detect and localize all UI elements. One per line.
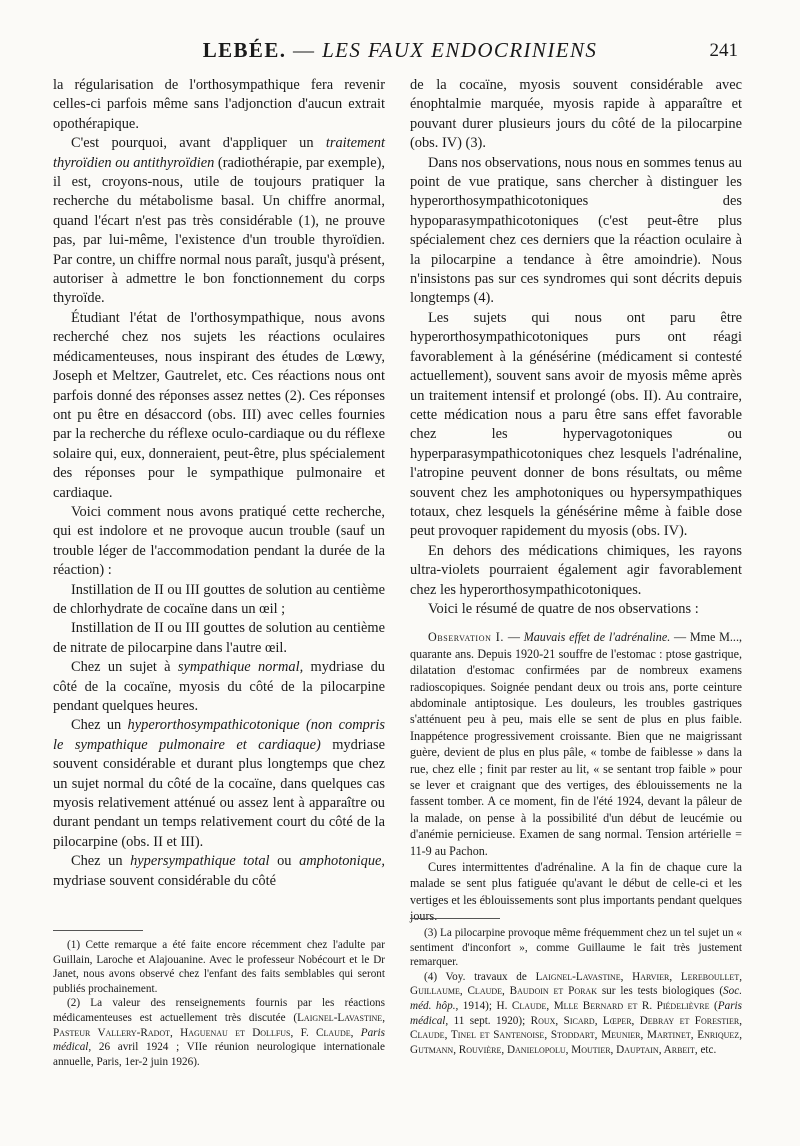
paragraph — [53, 658, 385, 716]
text: Chez un — [71, 853, 131, 870]
text: — — [504, 630, 524, 645]
footnote-rule — [53, 930, 143, 931]
page-number: 241 — [709, 40, 738, 61]
text: C'est pourquoi, avant d'appliquer un — [71, 135, 326, 152]
emphasis: Paris médical, — [53, 1026, 385, 1054]
paragraph: Instillation de II ou III gouttes de solution au centième de nitrate de pilocarpine dans l'autre œil. — [53, 620, 385, 656]
paragraph — [53, 716, 385, 852]
paragraph: Dans nos observations, nous nous en sommes tenus au point de vue pratique, sans chercher à distinguer les hyperorthosympathicotoniques des hypoparasympathicotoniques (c'est peut-être plus spécialement chez ces derniers que la réaction oculaire à la pilocarpine a tendance à être amoindrie). Nous n'insistons pas sur ces syndromes qui sont décrits depuis longtemps (4). — [410, 154, 742, 307]
emphasis: Soc. méd. hôp., — [410, 985, 742, 1012]
observation-title: Mauvais effet de l'adrénaline. — [523, 630, 671, 645]
text: etc. — [697, 1043, 717, 1056]
text: mydriase du côté de la cocaïne, myosis du côté de la pilocarpine pendant quelques heures. — [53, 659, 385, 714]
footnote-rule — [410, 918, 500, 919]
text: 26 avril 1924 ; VIIe réunion neurologique internationale annuelle, Paris, 1er-2 juin 1926). — [53, 1041, 385, 1068]
text: (2) La valeur des renseignements fournis par les réactions médicamenteuses est actuellement très discutée ( — [53, 997, 385, 1024]
footnote: (1) Cette remarque a été faite encore récemment chez l'adulte par Guillain, Laroche et Alajouanine. Avec le professeur Nobécourt et le Dr Janet, nous avons observé chez l'enfant des faits semblables qui seront publiés prochainement. — [53, 939, 385, 995]
paragraph — [53, 852, 385, 891]
author-names: Laignel-Lavastine, Harvier, Lereboullet, Guillaume, Claude, Baudoin et Porak — [410, 970, 743, 998]
text: ou — [269, 853, 300, 870]
right-footnotes — [410, 926, 742, 1057]
text: (radiothérapie, par exemple), il est, croyons-nous, utile de toujours pratiquer la recherche du métabolisme basal. Un chiffre anormal, quand l'écart n'est pas très considérable (1), ne prouve pas, par lui-même, l'existence d'un trouble thyroïdien. Par contre, un chiffre normal nous paraît, jusqu'à présent, autoriser à admettre le bon fonctionnement du corps thyroïde. — [53, 154, 385, 307]
text: 1914); — [458, 999, 497, 1012]
text: sur les tests biologiques ( — [597, 985, 724, 998]
text: 11 sept. 1920); — [448, 1014, 531, 1027]
emphasis: hypersympathique total — [130, 853, 270, 870]
emphasis: sympathique normal, — [177, 659, 304, 676]
footnote: (3) La pilocarpine provoque même fréquemment chez un tel sujet un « sentiment d'inconfort », comme Guillaume le fait très justement remarquer. — [410, 927, 742, 969]
paragraph: En dehors des médications chimiques, les rayons ultra-violets pourraient également agir favorablement chez les hyperorthosympathicotoniques. — [410, 542, 742, 598]
text: mydriase souvent considérable du côté — [53, 872, 276, 889]
paragraph: de la cocaïne, myosis souvent considérable avec énophtalmie marquée, myosis rapide à apparaître et pouvant durer plusieurs jours du côté de la pilocarpine (obs. IV) (3). — [410, 77, 742, 152]
paragraph: la régularisation de l'orthosympathique fera revenir celles-ci parfois même sans l'adjonction d'aucun extrait opothérapique. — [53, 77, 385, 132]
running-title — [60, 38, 740, 63]
emphasis: Paris médical, — [410, 999, 743, 1027]
left-footnotes — [53, 938, 385, 1069]
author-names: H. Claude, Mlle Bernard et R. Piédelièvre — [496, 999, 710, 1012]
text: Chez un sujet à — [71, 659, 178, 676]
running-header — [60, 38, 740, 68]
observation-block — [410, 629, 742, 924]
paragraph: Voici comment nous avons pratiqué cette recherche, qui est indolore et ne provoque aucun trouble (sauf un trouble léger de l'accommodation pendant la durée de la réaction) : — [53, 503, 385, 579]
emphasis: traitement thyroïdien ou antithyroïdien — [53, 135, 385, 171]
observation-text: Cures intermittentes d'adrénaline. A la fin de chaque cure la malade se sent plus fatiguée qu'avant le début de celle-ci et les vertiges et les éblouissements sont plus importants pendant quelques jours. — [410, 860, 742, 924]
footnote — [410, 970, 742, 1058]
text: ( — [709, 999, 718, 1012]
paragraph: Les sujets qui nous ont paru être hyperorthosympathicotoniques purs ont réagi favorablement à la génésérine (médicament si contesté actuellement), souvent sans avoir de myosis même après un traitement intensif et prolongé (obs. II). Au contraire, cette médication nous a paru être sans effet favorable chez les hypervagotoniques ou hyperparasympathicotoniques chez lesquels l'adrénaline, l'atropine peuvent donner de bons résultats, ou même souvent chez les amphotoniques ou hypersympathiques totaux, chez lesquels la génésérine même à faible dose peut provoquer rapidement du myosis (obs. IV). — [410, 309, 742, 540]
paragraph: Voici le résumé de quatre de nos observations : — [428, 600, 699, 617]
text: mydriase souvent considérable et durant plus longtemps que chez un sujet normal du côté de la cocaïne, dans quelques cas myosis relativement atténué ou assez lent à apparaître ou durant pendant un temps relativement court du côté de la pilocarpine (obs. II et III). — [53, 736, 385, 850]
right-column — [410, 76, 742, 925]
left-column — [53, 76, 385, 891]
emphasis: amphotonique, — [299, 853, 385, 870]
observation-label: Observation I. — [428, 630, 505, 645]
paragraph — [53, 134, 385, 309]
author-names: Roux, Sicard, Lœper, Debray et Forestier, Claude, Tinel et Santenoise, Stoddart, Meunier, Martinet, Enriquez, Gutmann, Rouvière, Danielopolu, Moutier, Dauptain, Arbeit, — [410, 1014, 742, 1056]
emphasis: hyperorthosympathicotonique (non compris le sympathique pulmonaire et cardiaque) — [53, 717, 385, 753]
header-author: LEBÉE. — [202, 38, 287, 62]
paragraph: Étudiant l'état de l'orthosympathique, nous avons recherché chez nos sujets les réactions oculaires médicamenteuses, nous inspirant des études de Lœwy, Joseph et Meltzer, Gautrelet, etc. Ces réactions nous ont parfois donné des réponses assez nettes (2). Ces réponses ont pu être en désaccord (obs. III) avec celles fournies par la recherche du réflexe oculo-cardiaque ou du réflexe solaire qui, eux, donneraient, peut-être, plus spécialement des réponses pour le sympathique pulmonaire et cardiaque. — [53, 309, 385, 501]
header-title: LES FAUX ENDOCRINIENS — [322, 38, 598, 62]
header-dash: — — [286, 38, 323, 62]
text: Chez un — [71, 717, 128, 734]
observation-text — [410, 629, 742, 859]
text: (4) Voy. travaux de — [424, 970, 536, 983]
paragraph: Instillation de II ou III gouttes de solution au centième de chlorhydrate de cocaïne dans un œil ; — [53, 581, 385, 617]
text: — Mme M..., quarante ans. Depuis 1920-21 souffre de l'estomac : ptose gastrique, dilatation d'estomac confirmées par de nombreux examens radioscopiques. Soignée pendant deux ou trois ans, porte ceinture abdominale antiptosique. Les douleurs, les troubles gastriques s'atténuent peu à peu, mais elle se sent de plus en plus faible. Inappétence progressivement croissante. Bien que ne maigrissant guère, devient de plus en plus pâle, « tombe de faiblesse » dans la rue, chez elle ; finit par rester au lit, « se sentant trop faible » pour se lever et craignant que des vertiges, des éblouissements ne la fassent tomber. A ce moment, fin de l'été 1924, devant la pâleur de la malade, on pense à la possibilité d'un début de leucémie ou d'anémie pernicieuse. Examen de sang normal. Tension artérielle = 11-9 au Pachon. — [410, 630, 742, 858]
right-body — [410, 76, 742, 619]
footnote — [53, 996, 385, 1069]
author-names: Laignel-Lavastine, Pasteur Vallery-Radot, Haguenau et Dollfus, F. Claude, — [53, 1011, 385, 1039]
